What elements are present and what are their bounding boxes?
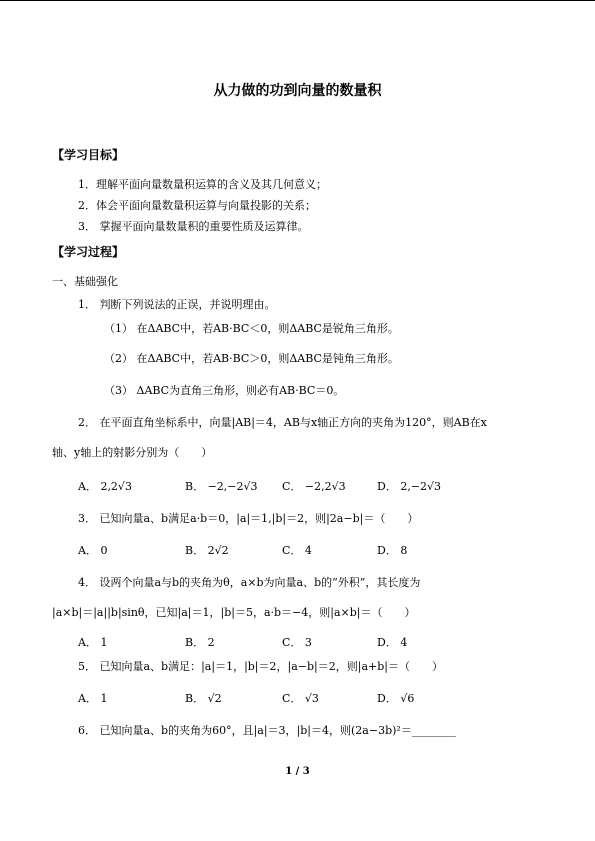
objective-item: 2．体会平面向量数量积运算与向量投影的关系； [78, 199, 316, 212]
question-1-item: （3） ΔABC为直角三角形，则必有AB·BC＝0。 [104, 384, 345, 397]
process-heading: 【学习过程】 [52, 245, 125, 259]
question-3-option-a: A． 0 [78, 544, 108, 557]
question-3-option-c: C． 4 [282, 544, 312, 557]
objective-item: 3． 掌握平面向量数量积的重要性质及运算律。 [78, 220, 309, 233]
question-5-stem: 5． 已知向量a、b满足：|a|＝1，|b|＝2，|a−b|＝2，则|a+b|＝（ ） [78, 660, 443, 673]
question-4-option-c: C． 3 [282, 636, 312, 649]
question-5-option-c: C． √3 [282, 692, 319, 705]
question-2-option-c: C． −2,2√3 [282, 480, 346, 493]
question-3-option-b: B． 2√2 [185, 544, 229, 557]
question-2-option-d: D． 2,−2√3 [377, 480, 442, 493]
question-5-option-d: D． √6 [377, 692, 415, 705]
page-title: 从力做的功到向量的数量积 [213, 83, 382, 99]
question-2-stem-cont: 轴、y轴上的射影分别为（ ） [52, 446, 213, 459]
question-2-option-b: B． −2,−2√3 [185, 480, 258, 493]
question-4-option-a: A． 1 [78, 636, 108, 649]
question-2-stem: 2． 在平面直角坐标系中，向量|AB|＝4，AB与x轴正方向的夹角为120°，则AB在x [78, 416, 487, 429]
question-3-stem: 3． 已知向量a、b满足a·b＝0，|a|＝1,|b|＝2，则|2a−b|＝（ ） [78, 512, 419, 525]
question-4-stem: 4． 设两个向量a与b的夹角为θ，a×b为向量a、b的“外积”，其长度为 [78, 576, 421, 589]
page-number: 1 / 3 [285, 766, 310, 777]
question-1-item: （2） 在ΔABC中，若AB·BC＞0，则ΔABC是钝角三角形。 [104, 352, 399, 365]
question-4-option-d: D． 4 [377, 636, 408, 649]
question-3-option-d: D． 8 [377, 544, 408, 557]
question-6-stem: 6． 已知向量a、b的夹角为60°，且|a|＝3，|b|＝4，则(2a−3b)²＝________ [78, 724, 456, 737]
question-1-stem: 1． 判断下列说法的正误，并说明理由。 [78, 298, 276, 311]
question-1-item: （1） 在ΔABC中，若AB·BC＜0，则ΔABC是锐角三角形。 [104, 322, 399, 335]
top-rule [0, 0, 595, 1]
objectives-heading: 【学习目标】 [52, 148, 125, 162]
part-heading: 一、基础强化 [52, 275, 118, 288]
question-2-option-a: A． 2,2√3 [78, 480, 132, 493]
question-5-option-a: A． 1 [78, 692, 108, 705]
objective-item: 1．理解平面向量数量积运算的含义及其几何意义； [78, 178, 327, 191]
question-5-option-b: B． √2 [185, 692, 222, 705]
question-4-stem-cont: |a×b|＝|a||b|sinθ，已知|a|＝1，|b|＝5，a·b＝−4，则|a×b|＝（ ） [52, 606, 416, 619]
question-4-option-b: B． 2 [185, 636, 215, 649]
